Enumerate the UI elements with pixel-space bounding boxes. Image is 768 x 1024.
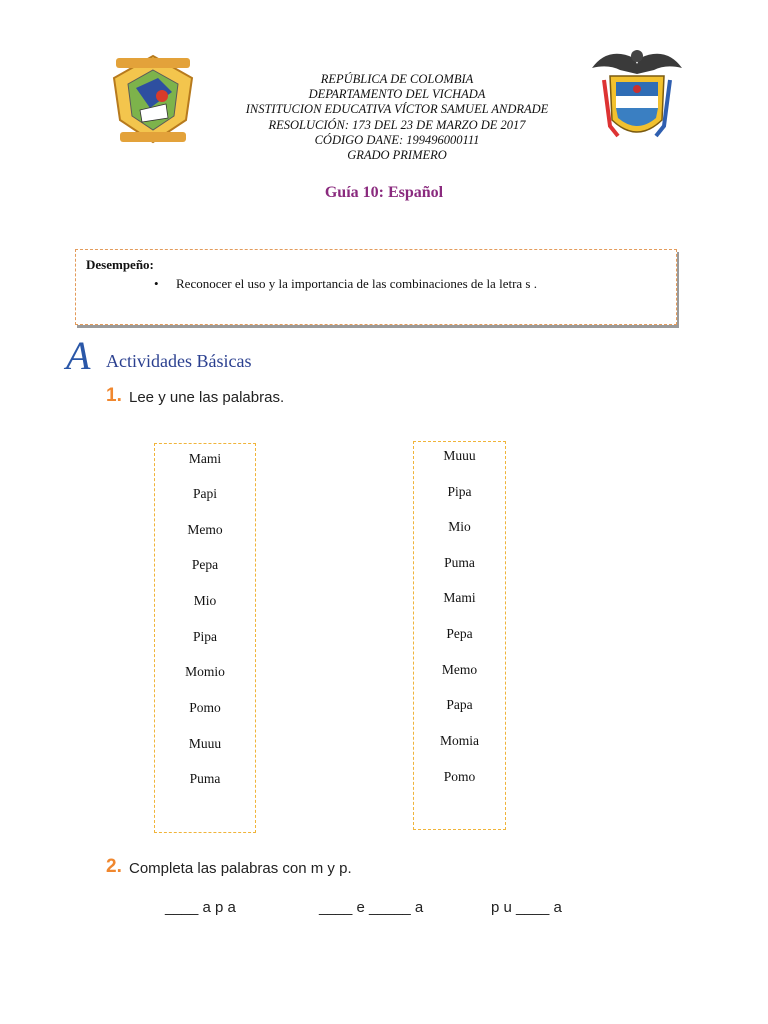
header-line: REPÚBLICA DE COLOMBIA [320,72,474,86]
word-right[interactable]: Pepa [446,626,473,641]
activity1-instruction: Lee y une las palabras. [129,389,285,406]
word-left[interactable]: Pepa [191,557,219,572]
section-letter: A [66,333,91,378]
word-left[interactable]: Mami [188,451,222,466]
header-line: GRADO PRIMERO [347,148,447,163]
word-right[interactable]: Memo [441,662,478,677]
word-left[interactable]: Puma [189,771,221,786]
header-line: DEPARTAMENTO DEL VICHADA [308,87,486,102]
word-left[interactable]: Mio [193,593,217,608]
fill-blank-word[interactable]: p u ____ a [491,899,562,916]
desempeno-text: Reconocer el uso y la importancia de las combinaciones de la letra s . [176,276,537,291]
header-line: CÓDIGO DANE: 199496000111 [314,132,480,147]
left-word-column [154,443,256,833]
bullet-icon: • [154,276,159,291]
activity1-number: 1. [106,385,122,406]
word-right[interactable]: Pipa [447,484,472,499]
header-line: INSTITUCION EDUCATIVA VÍCTOR SAMUEL ANDRADE [245,102,549,117]
right-word-column [413,441,506,830]
header-line: RESOLUCIÓN: 173 DEL 23 DE MARZO DE 2017 [268,117,526,132]
word-left[interactable]: Momio [185,664,225,679]
desempeno-box [75,249,677,325]
word-left[interactable]: Muuu [188,736,222,751]
word-left[interactable]: Pipa [192,629,217,644]
word-right[interactable]: Puma [444,555,475,570]
word-right[interactable]: Mio [448,519,471,534]
word-right[interactable]: Mami [443,590,476,605]
school-logo [106,48,200,148]
word-right[interactable]: Pomo [443,769,476,784]
section-title: Actividades Básicas [106,351,252,371]
word-right[interactable]: Papa [446,697,473,712]
word-left[interactable]: Papi [192,486,217,501]
header-institution [200,72,594,163]
word-left[interactable]: Memo [187,522,223,537]
activity2-instruction: Completa las palabras con m y p. [129,860,352,877]
fill-blank-word[interactable]: ____ a p a [165,899,236,916]
guide-title: Guía 10: Español [324,184,444,201]
word-left[interactable]: Pomo [189,700,221,715]
desempeno-label: Desempeño: [86,257,154,272]
fill-blank-word[interactable]: ____ e _____ a [319,899,424,916]
coat-of-arms [588,40,686,152]
word-right[interactable]: Muuu [443,448,476,463]
word-right[interactable]: Momia [440,733,479,748]
activity2-number: 2. [106,856,122,877]
